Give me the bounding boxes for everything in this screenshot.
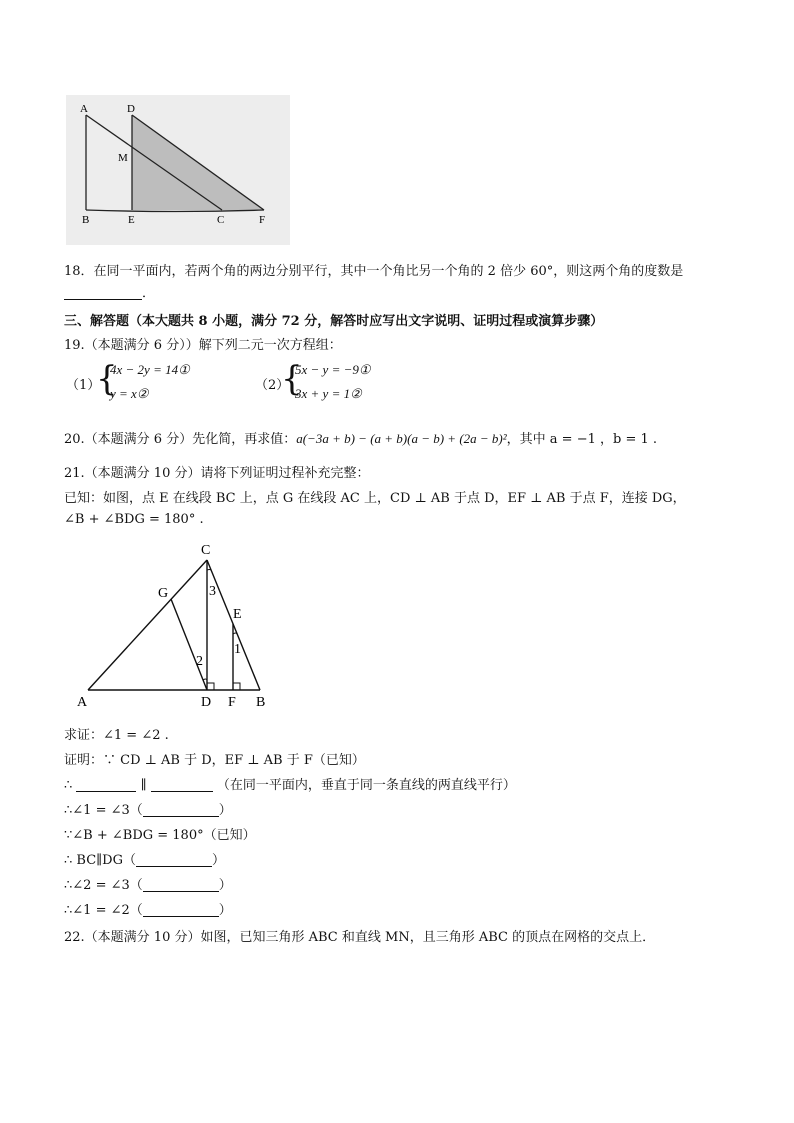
proof-line-2-close: ） — [218, 803, 232, 818]
proof-line-6 — [64, 899, 232, 918]
proof-line-1 — [64, 774, 516, 793]
label-a: A — [77, 695, 88, 710]
triangle-abc-figure — [70, 538, 280, 710]
question-20-prefix: 20.（本题满分 6 分）先化简，再求值： — [64, 432, 297, 447]
system-2-label: （2） — [255, 378, 290, 393]
angle-label-1: 1 — [234, 642, 241, 657]
right-angle-f — [233, 683, 240, 690]
system-1-eq1: 4x − 2y = 14① — [110, 362, 190, 377]
proof-line-1-prefix: ∴ — [64, 778, 73, 793]
label-g: G — [158, 586, 169, 601]
label-f: F — [259, 214, 266, 226]
proof-line-5-text: ∴∠2 = ∠3（ — [64, 878, 143, 893]
angle-arc-3 — [207, 570, 211, 571]
proof-line-2 — [64, 799, 232, 818]
angle-arc-1 — [233, 633, 237, 634]
blank-reason-5[interactable] — [143, 877, 219, 892]
label-f: F — [228, 695, 236, 710]
proof-line-4 — [64, 849, 225, 868]
blank-parallel-left[interactable] — [76, 777, 136, 792]
angle-arc-2 — [203, 679, 207, 680]
question-22: 22.（本题满分 10 分）如图，已知三角形 ABC 和直线 MN，且三角形 ABC 的顶点在网格的交点上． — [64, 930, 656, 945]
label-c: C — [217, 214, 225, 226]
blank-reason-6[interactable] — [143, 902, 219, 917]
proof-line-3: ∵∠B + ∠BDG = 180°（已知） — [64, 828, 256, 843]
question-18 — [64, 260, 683, 279]
proof-line-6-close: ） — [218, 903, 232, 918]
label-b: B — [82, 214, 90, 226]
proof-line-6-text: ∴∠1 = ∠2（ — [64, 903, 143, 918]
label-b: B — [256, 695, 266, 710]
label-m: M — [118, 152, 128, 164]
proof-line-0: 证明：∵ CD ⊥ AB 于 D，EF ⊥ AB 于 F（已知） — [64, 753, 365, 768]
question-18-period: ． — [142, 286, 156, 301]
question-20-suffix: ，其中 a = −1 ，b = 1 . — [506, 432, 658, 447]
blank-reason-4[interactable] — [136, 852, 212, 867]
label-d: D — [127, 103, 135, 115]
proof-line-4-close: ） — [211, 853, 225, 868]
label-e: E — [128, 214, 135, 226]
blank-reason-2[interactable] — [143, 802, 219, 817]
angle-label-2: 2 — [196, 654, 203, 669]
proof-line-4-text: ∴ BC∥DG（ — [64, 853, 136, 868]
question-18-answer-line — [64, 282, 155, 301]
question-18-text: 18．在同一平面内，若两个角的两边分别平行，其中一个角比另一个角的 2 倍少 60°，则这两个角的度数是 — [64, 264, 684, 279]
prove-statement: 求证：∠1 = ∠2 . — [64, 728, 169, 743]
angle-label-3: 3 — [209, 584, 216, 599]
system-2-eq1: 5x − y = −9① — [295, 362, 371, 377]
side-ac — [88, 560, 207, 690]
question-20 — [64, 428, 657, 447]
system-1-label: （1） — [66, 378, 101, 393]
answer-blank[interactable] — [64, 285, 142, 300]
label-e: E — [233, 607, 242, 622]
label-c: C — [201, 543, 211, 558]
proof-line-1-reason: （在同一平面内，垂直于同一条直线的两直线平行） — [216, 778, 516, 793]
proof-line-5-close: ） — [218, 878, 232, 893]
question-20-expression: a(−3a + b) − (a + b)(a − b) + (2a − b)² — [296, 431, 507, 446]
label-d: D — [201, 695, 212, 710]
system-1-eq2: y = x② — [110, 386, 149, 401]
question-21-head: 21.（本题满分 10 分）请将下列证明过程补充完整： — [64, 466, 370, 481]
proof-line-2-text: ∴∠1 = ∠3（ — [64, 803, 143, 818]
question-21-given-2: ∠B + ∠BDG = 180° . — [64, 512, 204, 527]
segment-dg — [171, 599, 207, 690]
system-2-brace: { — [281, 359, 303, 399]
system-1-brace: { — [96, 359, 118, 399]
blank-parallel-right[interactable] — [151, 777, 213, 792]
section-title: 三、解答题（本大题共 8 小题，满分 72 分，解答时应写出文字说明、证明过程或演算步骤） — [64, 314, 604, 329]
parallel-triangles-figure — [66, 95, 290, 245]
label-a: A — [80, 103, 88, 115]
proof-line-5 — [64, 874, 232, 893]
parallel-symbol: ∥ — [140, 778, 147, 793]
system-2-eq2: 3x + y = 1② — [295, 386, 362, 401]
question-19: 19.（本题满分 6 分））解下列二元一次方程组： — [64, 338, 342, 353]
question-21-given-1: 已知：如图，点 E 在线段 BC 上，点 G 在线段 AC 上，CD ⊥ AB 于点 D，EF ⊥ AB 于点 F，连接 DG， — [64, 491, 686, 506]
right-angle-d — [207, 683, 214, 690]
